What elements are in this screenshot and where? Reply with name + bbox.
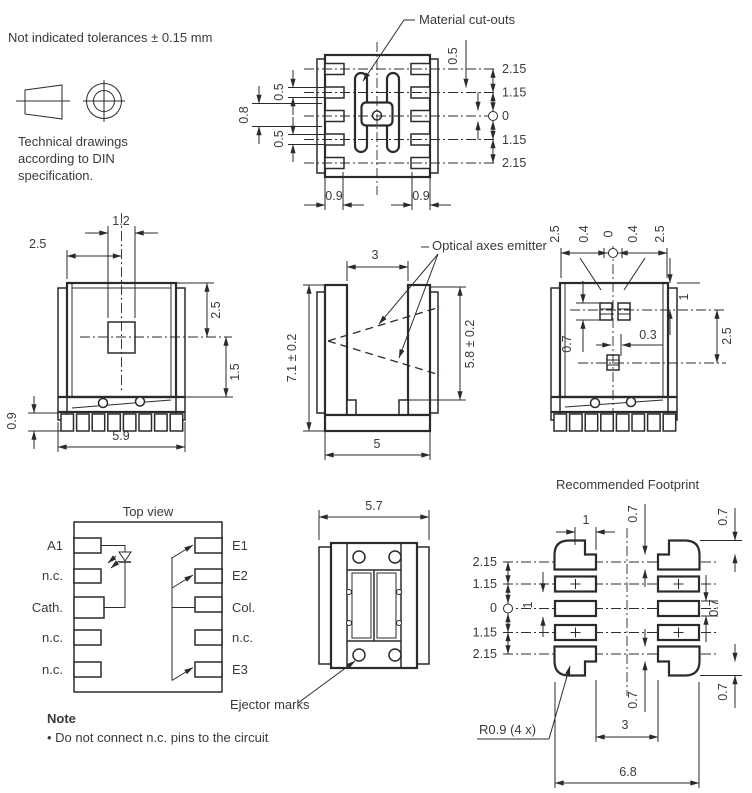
zero-datum-marker bbox=[504, 604, 513, 613]
dim-label: 0.5 bbox=[272, 83, 286, 101]
zero-datum-marker bbox=[489, 112, 498, 121]
radius-note-label: R0.9 (4 x) bbox=[479, 722, 537, 737]
dim-label: 0.7 bbox=[716, 508, 730, 526]
dim-label: 1.15 bbox=[472, 577, 497, 591]
pin-nc bbox=[74, 662, 101, 677]
lead-mark bbox=[627, 398, 636, 407]
zero-datum-marker bbox=[609, 249, 618, 258]
pin-label-left: n.c. bbox=[42, 662, 63, 677]
optical-axes-label: Optical axes emitter bbox=[432, 238, 547, 253]
dim-label: 1 bbox=[582, 513, 590, 527]
dim-label: 0.9 bbox=[412, 189, 430, 203]
dim-label: 5.7 bbox=[365, 499, 383, 513]
cone-symbol-icon bbox=[25, 85, 62, 119]
dim-label: 5.9 bbox=[112, 429, 130, 443]
ejector-mark bbox=[353, 649, 365, 661]
package-top-view-drawing bbox=[230, 499, 429, 712]
footprint-title: Recommended Footprint bbox=[556, 477, 700, 492]
pin-label-left: n.c. bbox=[42, 568, 63, 583]
dim-label: 0.3 bbox=[639, 328, 657, 342]
dim-label: 2.15 bbox=[502, 62, 527, 76]
din-note-line2: according to DIN bbox=[18, 151, 115, 166]
pin-cath bbox=[74, 597, 104, 618]
front-view-drawing bbox=[5, 213, 242, 452]
dim-label: 0 bbox=[601, 230, 616, 238]
pin-label-right: Col. bbox=[232, 600, 256, 615]
dim-label: 0.7 bbox=[560, 335, 574, 353]
pin-label-right: n.c. bbox=[232, 630, 253, 645]
side-view-drawing bbox=[285, 238, 548, 460]
right-flange bbox=[668, 288, 677, 420]
rear-view-drawing bbox=[548, 225, 734, 431]
footprint-drawing bbox=[473, 477, 742, 788]
dim-label: 2.15 bbox=[472, 555, 497, 569]
dim-label: 2.5 bbox=[209, 301, 223, 319]
ejector-marks-label: Ejector marks bbox=[230, 697, 310, 712]
dim-label: 0 bbox=[490, 601, 497, 615]
pin-nc bbox=[74, 569, 101, 583]
dim-label: 5.8 ± 0.2 bbox=[463, 319, 477, 369]
dim-label: 3 bbox=[621, 718, 629, 732]
pin-label-right: E3 bbox=[232, 662, 248, 677]
pin-nc bbox=[74, 630, 101, 645]
dim-label: 2.15 bbox=[502, 156, 527, 170]
dim-label: 2.5 bbox=[653, 225, 667, 243]
dim-label: 1.5 bbox=[228, 363, 242, 381]
dim-label: 0.7 bbox=[626, 505, 640, 523]
pin-label-right: E1 bbox=[232, 538, 248, 553]
pin-a1 bbox=[74, 538, 101, 553]
dim-label: 2.5 bbox=[548, 225, 562, 243]
pin-col bbox=[195, 597, 222, 612]
lead-mark bbox=[591, 399, 600, 408]
din-note-line1: Technical drawings bbox=[18, 134, 128, 149]
dim-label: 3 bbox=[371, 248, 379, 262]
dim-label: 1.15 bbox=[502, 85, 527, 100]
note-body: • Do not connect n.c. pins to the circuit bbox=[47, 730, 269, 745]
pin-e2 bbox=[195, 569, 222, 583]
pin-nc bbox=[195, 630, 222, 645]
dim-label: 2.5 bbox=[29, 237, 47, 251]
top-view-title: Top view bbox=[122, 504, 174, 519]
right-flange bbox=[176, 288, 185, 420]
left-flange bbox=[319, 547, 331, 664]
dim-label: 0.5 bbox=[272, 130, 286, 148]
tolerance-note: Not indicated tolerances ± 0.15 mm bbox=[8, 30, 213, 45]
dim-label: 1 bbox=[677, 293, 691, 301]
left-flange bbox=[551, 288, 560, 420]
lead-mark bbox=[136, 397, 145, 406]
pin-label-left: Cath. bbox=[31, 600, 63, 615]
dim-label: 5 bbox=[373, 437, 381, 451]
pin-e1 bbox=[195, 538, 222, 553]
left-flange bbox=[58, 288, 67, 420]
dim-label: 1 bbox=[521, 601, 535, 609]
note-title: Note bbox=[47, 711, 76, 726]
ejector-mark bbox=[353, 551, 365, 563]
dim-label: 1.15 bbox=[472, 625, 497, 640]
dim-label: 0.9 bbox=[5, 412, 19, 430]
ejector-mark bbox=[389, 551, 401, 563]
right-flange bbox=[417, 547, 429, 664]
left-flange bbox=[317, 292, 325, 413]
dim-label: 1.2 bbox=[112, 214, 130, 228]
dim-label: 0.7 bbox=[707, 599, 721, 617]
dim-label: 0 bbox=[502, 109, 509, 123]
dim-label: 0.7 bbox=[626, 691, 640, 709]
dim-label: 0.8 bbox=[237, 106, 251, 124]
dim-label: 1.15 bbox=[502, 133, 527, 147]
dim-label: 7.1 ± 0.2 bbox=[285, 333, 299, 383]
dim-label: 2.5 bbox=[720, 327, 734, 345]
dim-label: 0.7 bbox=[716, 683, 730, 701]
pin-e3 bbox=[195, 662, 222, 677]
dim-label: 0.5 bbox=[446, 47, 460, 65]
header-notes bbox=[8, 30, 212, 183]
ejector-mark bbox=[389, 649, 401, 661]
lead-mark bbox=[99, 399, 108, 408]
bottom-view-cutouts-drawing bbox=[237, 12, 526, 210]
pin-label-left: A1 bbox=[47, 538, 63, 553]
dim-label: 6.8 bbox=[619, 765, 637, 779]
dim-label: 0.9 bbox=[325, 189, 343, 203]
din-note-line3: specification. bbox=[18, 168, 94, 183]
lead-serration bbox=[554, 414, 676, 431]
dim-label: 0.4 bbox=[626, 225, 640, 243]
dim-label: 2.15 bbox=[472, 647, 497, 661]
pin-label-right: E2 bbox=[232, 568, 248, 583]
pin-label-left: n.c. bbox=[42, 630, 63, 645]
left-wall bbox=[325, 285, 347, 415]
dim-label: 0.4 bbox=[577, 225, 591, 243]
base bbox=[325, 415, 430, 431]
projection-symbol bbox=[16, 80, 125, 122]
material-cutouts-label: Material cut-outs bbox=[419, 12, 516, 27]
